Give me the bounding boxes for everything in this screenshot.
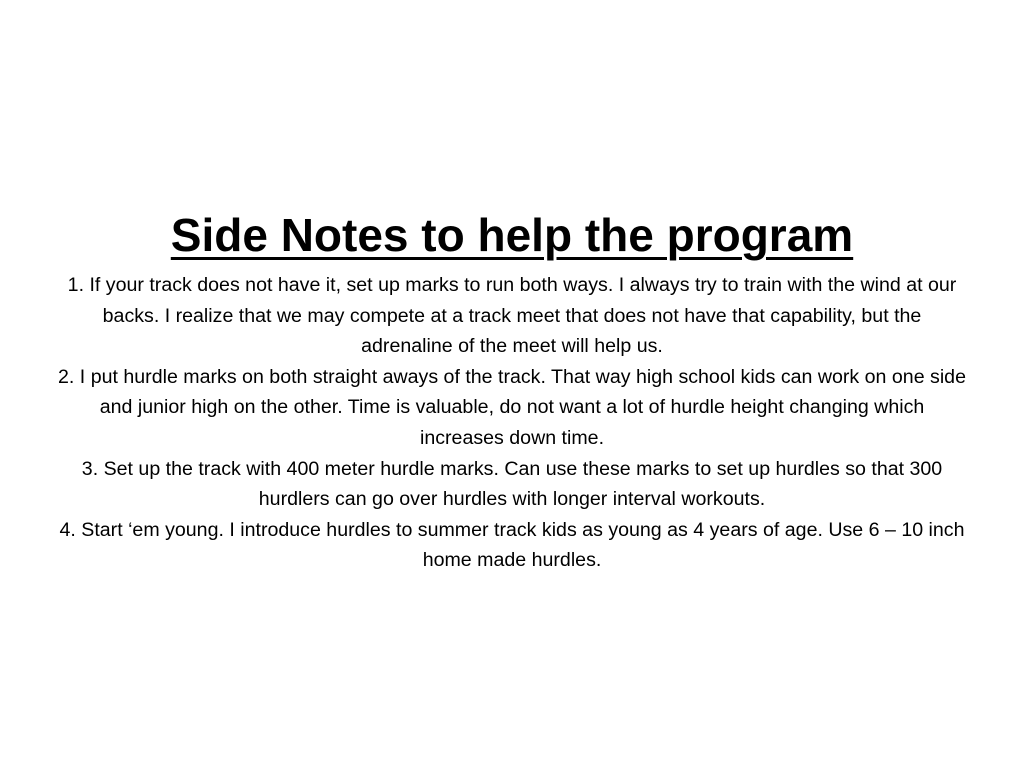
note-item-1: 1. If your track does not have it, set up marks to run both ways. I always try to train with the wind at our backs. I realize that we may compete at a track meet that does not have that capability, but the adrenaline of the meet will help us.: [67, 274, 957, 358]
note-item-3: 3. Set up the track with 400 meter hurdle marks. Can use these marks to set up hurdles so that 300 hurdlers can go over hurdles with longer interval workouts.: [81, 457, 943, 511]
slide-content: [56, 206, 968, 576]
note-item-4: 4. Start ‘em young. I introduce hurdles to summer track kids as young as 4 years of age. Use 6 – 10 inch home made hurdles.: [59, 518, 965, 572]
slide-title: Side Notes to help the program: [170, 209, 854, 261]
note-item-2: 2. I put hurdle marks on both straight aways of the track. That way high school kids can work on one side and junior high on the other. Time is valuable, do not want a lot of hurdle height changing which increases down time.: [58, 365, 966, 449]
